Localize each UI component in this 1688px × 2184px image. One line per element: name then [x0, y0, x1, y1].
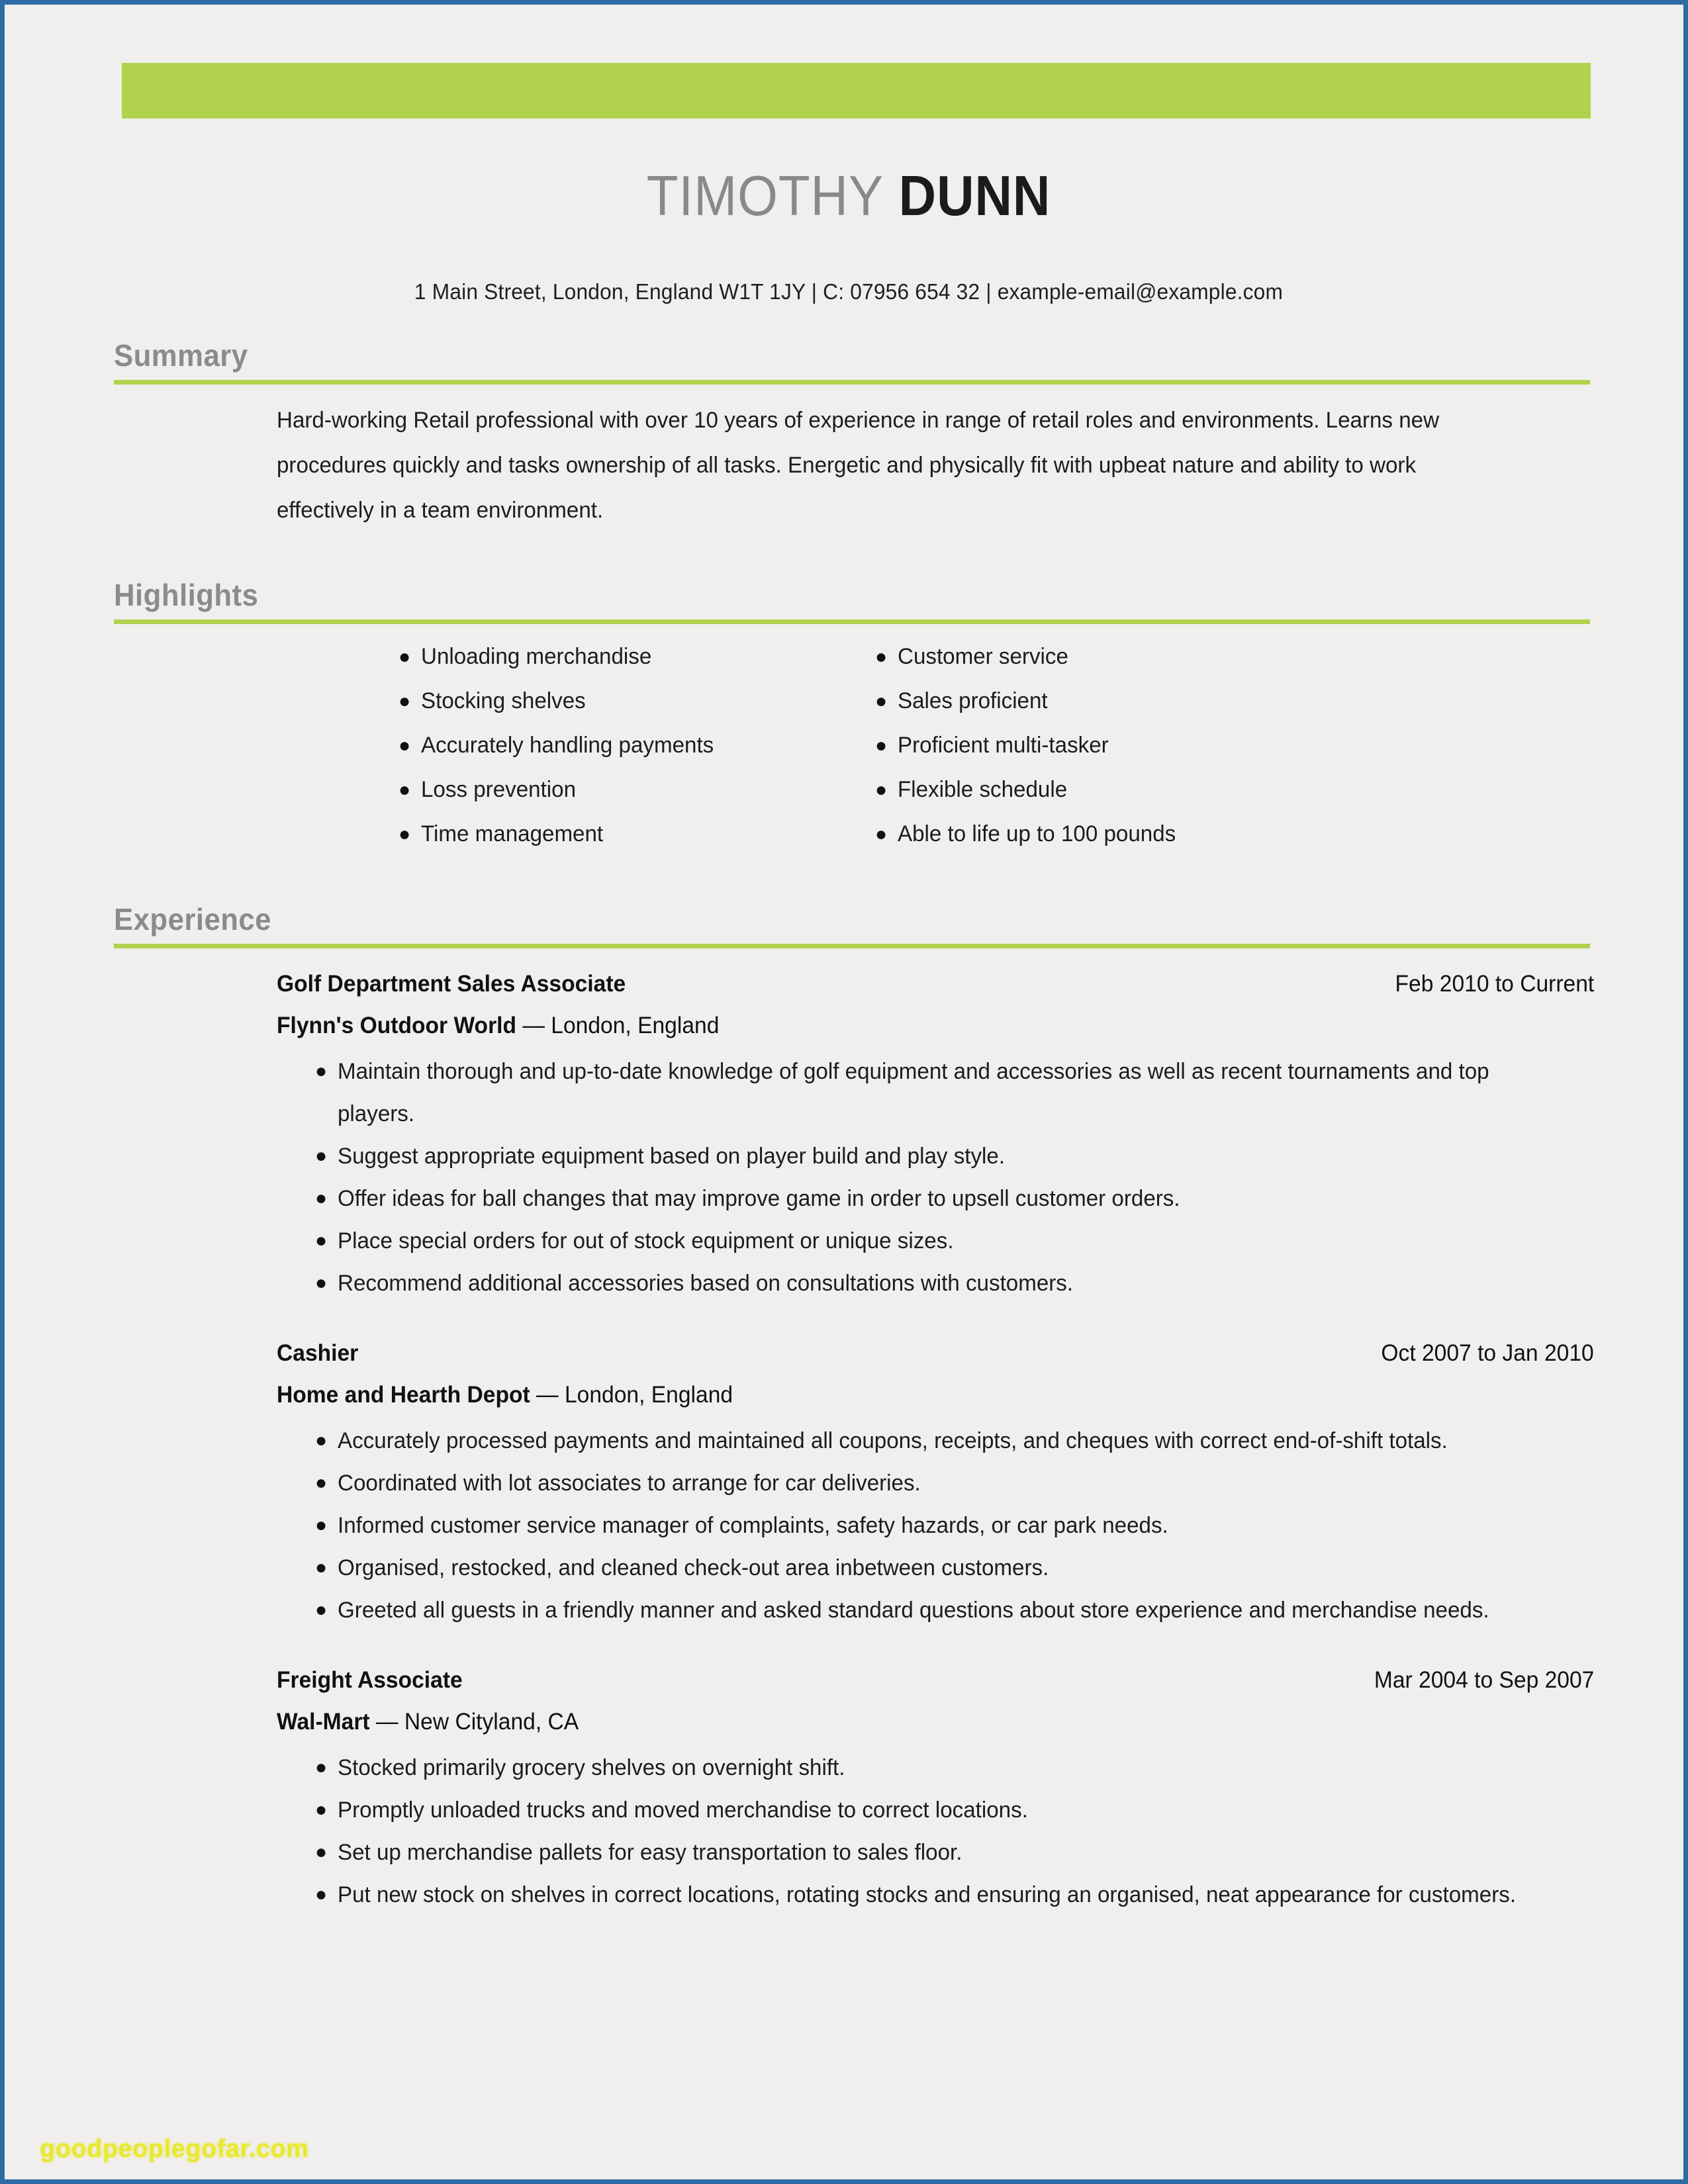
section-experience — [114, 902, 1594, 1944]
bullet-text: Organised, restocked, and cleaned check-out area inbetween customers. — [338, 1555, 1049, 1580]
bullet-icon: ● — [399, 823, 411, 845]
list-item — [315, 1420, 1573, 1462]
job-dates: Feb 2010 to Current — [1395, 971, 1594, 997]
bullet-icon: ● — [315, 1557, 328, 1578]
employer-location: — London, England — [516, 1013, 720, 1038]
list-item — [315, 1504, 1573, 1547]
list-item — [875, 635, 1471, 679]
list-item — [315, 1262, 1573, 1304]
bullet-icon: ● — [315, 1187, 328, 1209]
highlight-label: Accurately handling payments — [421, 733, 714, 758]
section-summary — [114, 340, 1590, 533]
list-item — [315, 1547, 1573, 1589]
summary-text: Hard-working Retail professional with over 10 years of experience in range of retail roles and environments. Learns new procedures quickly and tasks ownership of all tasks. Energetic and physically fit with upbeat nature and ability to work effectively in a team environment. — [277, 408, 1440, 523]
highlight-label: Proficient multi-tasker — [898, 733, 1109, 758]
list-item — [875, 679, 1471, 723]
list-item — [399, 679, 875, 723]
list-item — [315, 1789, 1573, 1831]
list-item — [315, 1589, 1573, 1631]
job-title: Cashier — [277, 1340, 359, 1366]
list-item — [399, 723, 875, 768]
bullet-icon: ● — [315, 1599, 328, 1621]
bullet-icon: ● — [315, 1472, 328, 1494]
bullet-icon: ● — [875, 823, 888, 845]
contact-line: 1 Main Street, London, England W1T 1JY | C: 07956 654 32 | example-email@example.com — [414, 279, 1284, 304]
bullet-icon: ● — [315, 1514, 328, 1536]
job-title: Golf Department Sales Associate — [277, 971, 626, 997]
bullet-icon: ● — [875, 690, 888, 712]
highlight-label: Unloading merchandise — [421, 644, 652, 669]
bullet-icon: ● — [315, 1145, 328, 1167]
list-item — [875, 812, 1471, 856]
highlights-heading: Highlights — [114, 578, 259, 612]
highlight-label: Flexible schedule — [898, 777, 1068, 802]
site-watermark: goodpeoplegofar.com — [40, 2135, 309, 2163]
highlight-label: Loss prevention — [421, 777, 577, 802]
summary-divider — [114, 380, 1590, 385]
bullet-icon: ● — [315, 1884, 328, 1905]
bullet-text: Recommend additional accessories based on consultations with customers. — [338, 1271, 1074, 1296]
list-item — [315, 1874, 1573, 1916]
bullet-text: Greeted all guests in a friendly manner and asked standard questions about store experience and merchandise needs. — [338, 1598, 1489, 1623]
bullet-text: Coordinated with lot associates to arrange for car deliveries. — [338, 1471, 921, 1496]
list-item — [315, 1747, 1573, 1789]
bullet-icon: ● — [315, 1272, 328, 1294]
job-dates: Oct 2007 to Jan 2010 — [1381, 1340, 1594, 1366]
list-item — [315, 1135, 1573, 1177]
highlights-right-column — [875, 635, 1471, 856]
experience-heading: Experience — [114, 902, 271, 936]
list-item — [315, 1050, 1573, 1135]
job-entry — [277, 1659, 1594, 1916]
list-item — [315, 1220, 1573, 1262]
job-employer-line — [277, 1375, 1541, 1416]
highlight-label: Able to life up to 100 pounds — [898, 821, 1176, 846]
last-name: DUNN — [898, 165, 1051, 228]
job-headline — [277, 1332, 1594, 1375]
job-title: Freight Associate — [277, 1667, 463, 1693]
bullet-icon: ● — [315, 1756, 328, 1778]
job-dates: Mar 2004 to Sep 2007 — [1374, 1667, 1594, 1693]
name-block — [9, 165, 1688, 228]
first-name: TIMOTHY — [646, 165, 899, 228]
experience-jobs — [277, 963, 1594, 1916]
highlight-label: Sales proficient — [898, 688, 1048, 713]
highlight-label: Stocking shelves — [421, 688, 586, 713]
bullet-icon: ● — [399, 735, 411, 756]
job-bullet-list — [315, 1420, 1573, 1631]
list-item — [315, 1177, 1573, 1220]
job-bullet-list — [315, 1050, 1573, 1304]
bullet-text: Offer ideas for ball changes that may improve game in order to upsell customer orders. — [338, 1186, 1180, 1211]
employer-location: — New Cityland, CA — [369, 1709, 579, 1735]
green-header-banner — [122, 63, 1591, 118]
bullet-icon: ● — [399, 646, 411, 668]
job-headline — [277, 1659, 1594, 1702]
employer-location: — London, England — [530, 1382, 733, 1408]
highlight-label: Time management — [421, 821, 604, 846]
bullet-icon: ● — [315, 1430, 328, 1451]
bullet-icon: ● — [315, 1230, 328, 1251]
highlights-left-column — [399, 635, 875, 856]
job-entry — [277, 963, 1594, 1304]
list-item — [875, 723, 1471, 768]
bullet-text: Put new stock on shelves in correct locations, rotating stocks and ensuring an organised, neat appearance for customers. — [338, 1882, 1517, 1907]
bullet-icon: ● — [315, 1060, 328, 1082]
list-item — [399, 812, 875, 856]
bullet-icon: ● — [399, 779, 411, 801]
resume-paper — [9, 9, 1688, 2184]
bullet-text: Informed customer service manager of complaints, safety hazards, or car park needs. — [338, 1513, 1168, 1538]
summary-heading: Summary — [114, 338, 248, 373]
job-bullet-list — [315, 1747, 1573, 1916]
bullet-text: Place special orders for out of stock equipment or unique sizes. — [338, 1228, 954, 1253]
list-item — [399, 635, 875, 679]
bullet-text: Stocked primarily grocery shelves on overnight shift. — [338, 1755, 845, 1780]
highlight-label: Customer service — [898, 644, 1068, 669]
bullet-icon: ● — [315, 1799, 328, 1821]
employer-name: Home and Hearth Depot — [277, 1382, 530, 1408]
experience-divider — [114, 944, 1590, 948]
bullet-icon: ● — [875, 735, 888, 756]
bullet-text: Set up merchandise pallets for easy transportation to sales floor. — [338, 1840, 962, 1865]
list-item — [315, 1831, 1573, 1874]
job-headline — [277, 963, 1594, 1005]
section-highlights — [114, 580, 1590, 856]
highlights-list — [399, 635, 1524, 856]
job-employer-line — [277, 1702, 1541, 1743]
candidate-name — [76, 165, 1620, 228]
employer-name: Wal-Mart — [277, 1709, 370, 1735]
job-entry — [277, 1332, 1594, 1631]
bullet-text: Promptly unloaded trucks and moved merchandise to correct locations. — [338, 1797, 1028, 1823]
highlights-divider — [114, 619, 1590, 624]
list-item — [315, 1462, 1573, 1504]
bullet-text: Maintain thorough and up-to-date knowledge of golf equipment and accessories as well as recent tournaments and top players. — [338, 1059, 1489, 1126]
employer-name: Flynn's Outdoor World — [277, 1013, 517, 1038]
list-item — [399, 768, 875, 812]
bullet-icon: ● — [315, 1841, 328, 1863]
bullet-text: Suggest appropriate equipment based on player build and play style. — [338, 1144, 1006, 1169]
job-employer-line — [277, 1005, 1541, 1046]
bullet-text: Accurately processed payments and maintained all coupons, receipts, and cheques with correct end-of-shift totals. — [338, 1428, 1448, 1453]
bullet-icon: ● — [875, 779, 888, 801]
list-item — [875, 768, 1471, 812]
bullet-icon: ● — [399, 690, 411, 712]
bullet-icon: ● — [875, 646, 888, 668]
